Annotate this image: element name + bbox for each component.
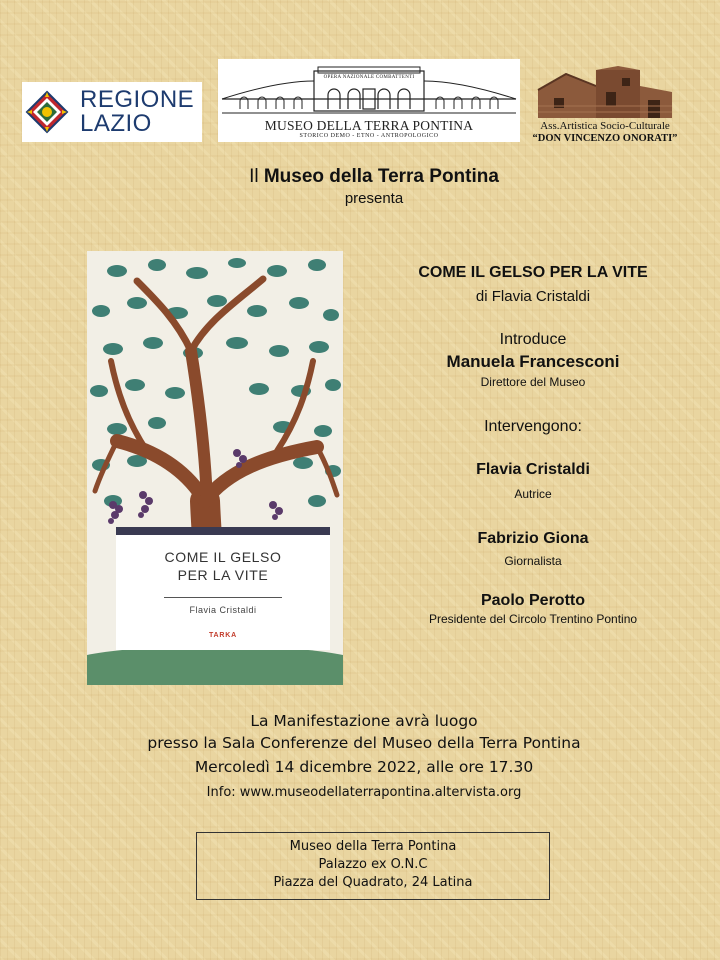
speaker-role: Giornalista xyxy=(504,554,562,568)
address-line-3: Piazza del Quadrato, 24 Latina xyxy=(273,875,473,890)
regione-lazio-wordmark xyxy=(80,88,194,136)
speakers-label: Intervengono: xyxy=(484,418,582,435)
book-cover-publisher: TARKA xyxy=(209,632,237,639)
address-line-1: Museo della Terra Pontina xyxy=(289,839,457,854)
museo-logo-name: MUSEO DELLA TERRA PONTINA xyxy=(264,118,474,133)
event-location: presso la Sala Conferenze del Museo della Terra Pontina xyxy=(147,734,581,752)
introduces-label: Introduce xyxy=(499,331,567,348)
address-line-2: Palazzo ex O.N.C xyxy=(318,857,428,872)
museo-logo-opera: OPERA NAZIONALE COMBATTENTI xyxy=(323,75,415,80)
address-box xyxy=(196,832,550,900)
lazio-line-1: REGIONE xyxy=(80,86,195,113)
speaker-name: Paolo Perotto xyxy=(480,592,585,609)
association-logo xyxy=(530,62,680,148)
museum-building-icon xyxy=(218,59,520,119)
speaker-role: Presidente del Circolo Trentino Pontino xyxy=(428,612,638,626)
heading-museum-name: Museo della Terra Pontina xyxy=(263,166,499,187)
museo-logo-subtitle: STORICO DEMO - ETNO - ANTROPOLOGICO xyxy=(299,133,439,139)
book-cover-title-line-1: COME IL GELSO xyxy=(164,549,282,565)
museo-logo xyxy=(218,59,520,142)
association-name-line-1: Ass.Artistica Socio-Culturale xyxy=(540,120,670,132)
speaker-role: Autrice xyxy=(514,487,552,501)
book-cover-author: Flavia Cristaldi xyxy=(189,605,257,615)
heading-prefix: Il xyxy=(249,166,259,187)
association-name-line-2: “DON VINCENZO ONORATI” xyxy=(532,133,678,144)
heading-intro xyxy=(0,166,720,188)
host-name: Manuela Francesconi xyxy=(446,352,620,371)
book-title-card xyxy=(116,527,330,650)
book-cover-image xyxy=(87,251,343,685)
event-byline: di Flavia Cristaldi xyxy=(475,288,591,305)
book-cover-title-line-2: PER LA VITE xyxy=(177,567,269,583)
stone-house-icon xyxy=(536,62,674,120)
book-cover-divider xyxy=(164,597,282,598)
host-role: Direttore del Museo xyxy=(480,375,586,389)
lazio-line-2: LAZIO xyxy=(80,110,152,137)
info-website: Info: www.museodellaterrapontina.altervista.org xyxy=(206,785,522,800)
event-date-time: Mercoledì 14 dicembre 2022, alle ore 17.30 xyxy=(194,758,534,776)
speaker-name: Flavia Cristaldi xyxy=(476,461,590,478)
heading-presenta: presenta xyxy=(344,190,404,207)
event-location-intro: La Manifestazione avrà luogo xyxy=(250,712,478,730)
event-title: COME IL GELSO PER LA VITE xyxy=(418,264,648,281)
lazio-emblem-icon xyxy=(25,90,69,134)
speaker-name: Fabrizio Giona xyxy=(477,530,589,547)
regione-lazio-logo xyxy=(22,82,202,142)
